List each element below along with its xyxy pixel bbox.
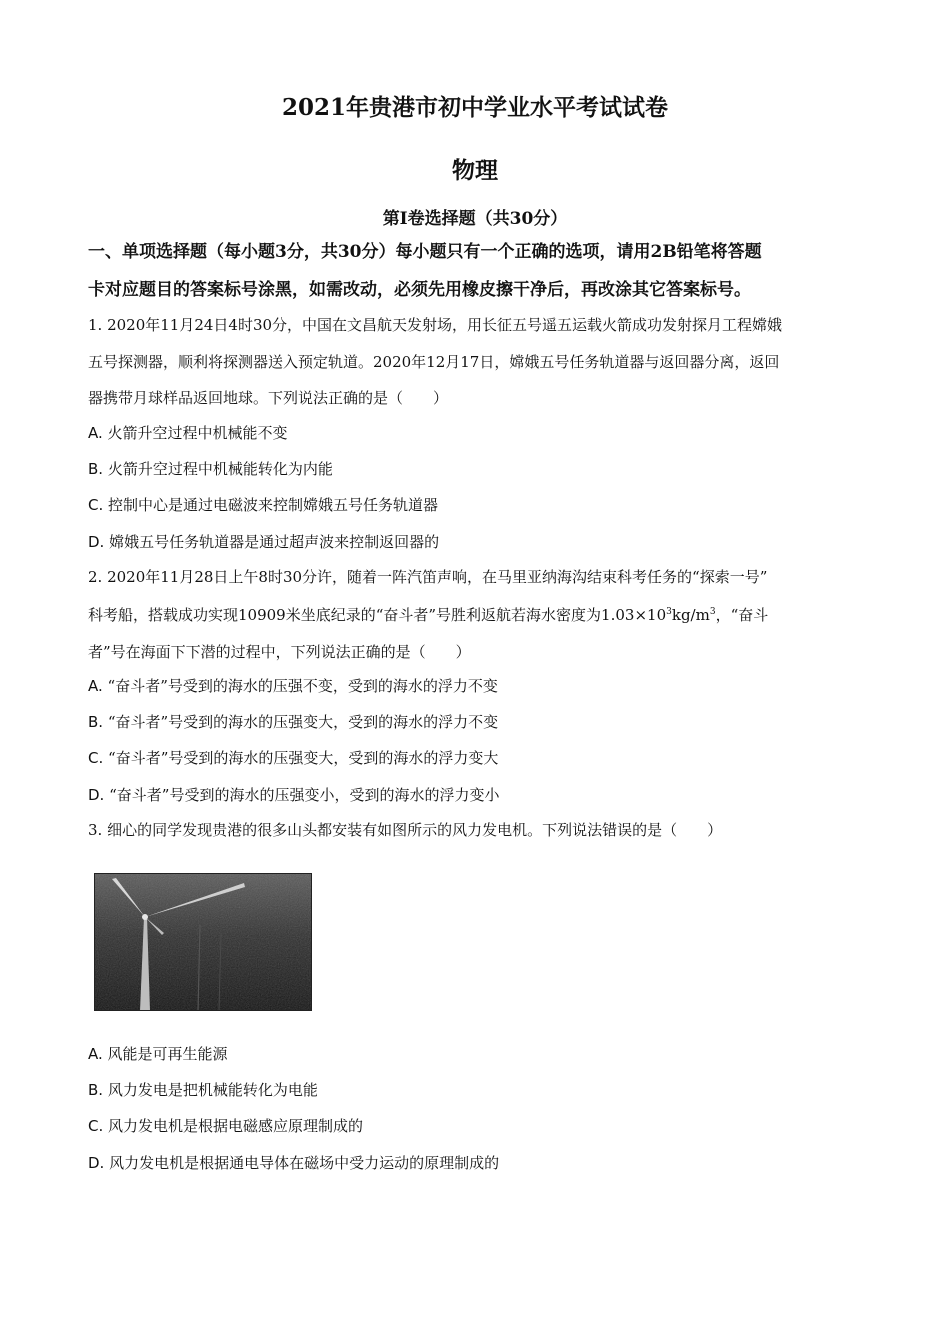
option-label: A. (88, 677, 103, 695)
unit-text: kg/m (671, 606, 710, 624)
option-text: 风力发电机是根据电磁感应原理制成的 (108, 1117, 364, 1135)
q3-option-d (88, 1153, 499, 1173)
q3-option-a (88, 1044, 228, 1064)
option-text: 火箭升空过程中机械能不变 (107, 424, 288, 442)
option-text: “奋斗者”号受到的海水的压强变大，受到的海水的浮力变大 (108, 749, 499, 767)
superscript: 3 (709, 607, 716, 617)
superscript: 3 (666, 607, 672, 617)
option-label: D. (88, 786, 105, 804)
q2-line-2 (88, 605, 768, 625)
q1-line-2: 五号探测器，顺利将探测器送入预定轨道。2020年12月17日，嫦娥五号任务轨道器与返回器分离，返回 (88, 353, 780, 371)
q1-option-a (88, 423, 288, 443)
q2-line-2-tail: ，“奋斗 (715, 606, 769, 624)
option-label: A. (88, 1045, 103, 1063)
part-title: 第Ⅰ卷选择题（共30分） (382, 209, 568, 229)
q2-option-c (88, 748, 498, 768)
subject-title: 物理 (452, 157, 498, 184)
option-label: B. (88, 1081, 104, 1099)
option-text: 火箭升空过程中机械能转化为内能 (107, 460, 333, 478)
q2-option-b (88, 712, 498, 732)
q2-option-a (88, 676, 498, 696)
option-label: C. (88, 749, 104, 767)
instructions-line-2: 卡对应题目的答案标号涂黑，如需改动，必须先用橡皮擦干净后，再改涂其它答案标号。 (88, 280, 751, 300)
q2-line-2-text: 科考船，搭载成功实现10909米坐底纪录的“奋斗者”号胜利返航若海水密度为1.03×10 (88, 606, 667, 624)
option-text: 控制中心是通过电磁波来控制嫦娥五号任务轨道器 (108, 496, 439, 514)
q1-line-1: 1. 2020年11月24日4时30分，中国在文昌航天发射场，用长征五号遥五运载火箭成功发射探月工程嫦娥 (88, 316, 783, 334)
option-label: D. (88, 1154, 105, 1172)
exam-title: 2021年贵港市初中学业水平考试试卷 (281, 94, 668, 121)
option-text: “奋斗者”号受到的海水的压强变大，受到的海水的浮力不变 (107, 713, 499, 731)
option-text: “奋斗者”号受到的海水的压强变小，受到的海水的浮力变小 (109, 786, 500, 804)
q2-line-1: 2. 2020年11月28日上午8时30分许，随着一阵汽笛声响，在马里亚纳海沟结束科考任务的“探索一号” (88, 568, 768, 586)
option-text: 风能是可再生能源 (107, 1045, 228, 1063)
q2-line-3: 者”号在海面下下潜的过程中，下列说法正确的是（ ） (88, 643, 471, 661)
option-label: C. (88, 496, 104, 514)
option-text: “奋斗者”号受到的海水的压强不变，受到的海水的浮力不变 (107, 677, 498, 695)
option-label: C. (88, 1117, 104, 1135)
q2-option-d (88, 785, 499, 805)
option-text: 风力发电机是根据通电导体在磁场中受力运动的原理制成的 (109, 1154, 500, 1172)
q1-option-d (88, 532, 439, 552)
section-instructions (88, 233, 868, 309)
q3-line-1: 3. 细心的同学发现贵港的很多山头都安装有如图所示的风力发电机。下列说法错误的是（ ） (88, 821, 723, 839)
q3-option-b (88, 1080, 318, 1100)
option-text: 嫦娥五号任务轨道器是通过超声波来控制返回器的 (109, 533, 440, 551)
option-label: A. (88, 424, 103, 442)
q1-option-b (88, 459, 333, 479)
wind-turbine-photo (94, 873, 312, 1011)
option-text: 风力发电是把机械能转化为电能 (107, 1081, 318, 1099)
q1-line-3: 器携带月球样品返回地球。下列说法正确的是（ ） (88, 389, 449, 407)
option-label: D. (88, 533, 105, 551)
q3-option-c (88, 1116, 363, 1136)
instructions-line-1: 一、单项选择题（每小题3分，共30分）每小题只有一个正确的选项，请用2B铅笔将答题 (88, 242, 762, 262)
option-label: B. (88, 460, 104, 478)
q1-option-c (88, 495, 438, 515)
option-label: B. (88, 713, 104, 731)
